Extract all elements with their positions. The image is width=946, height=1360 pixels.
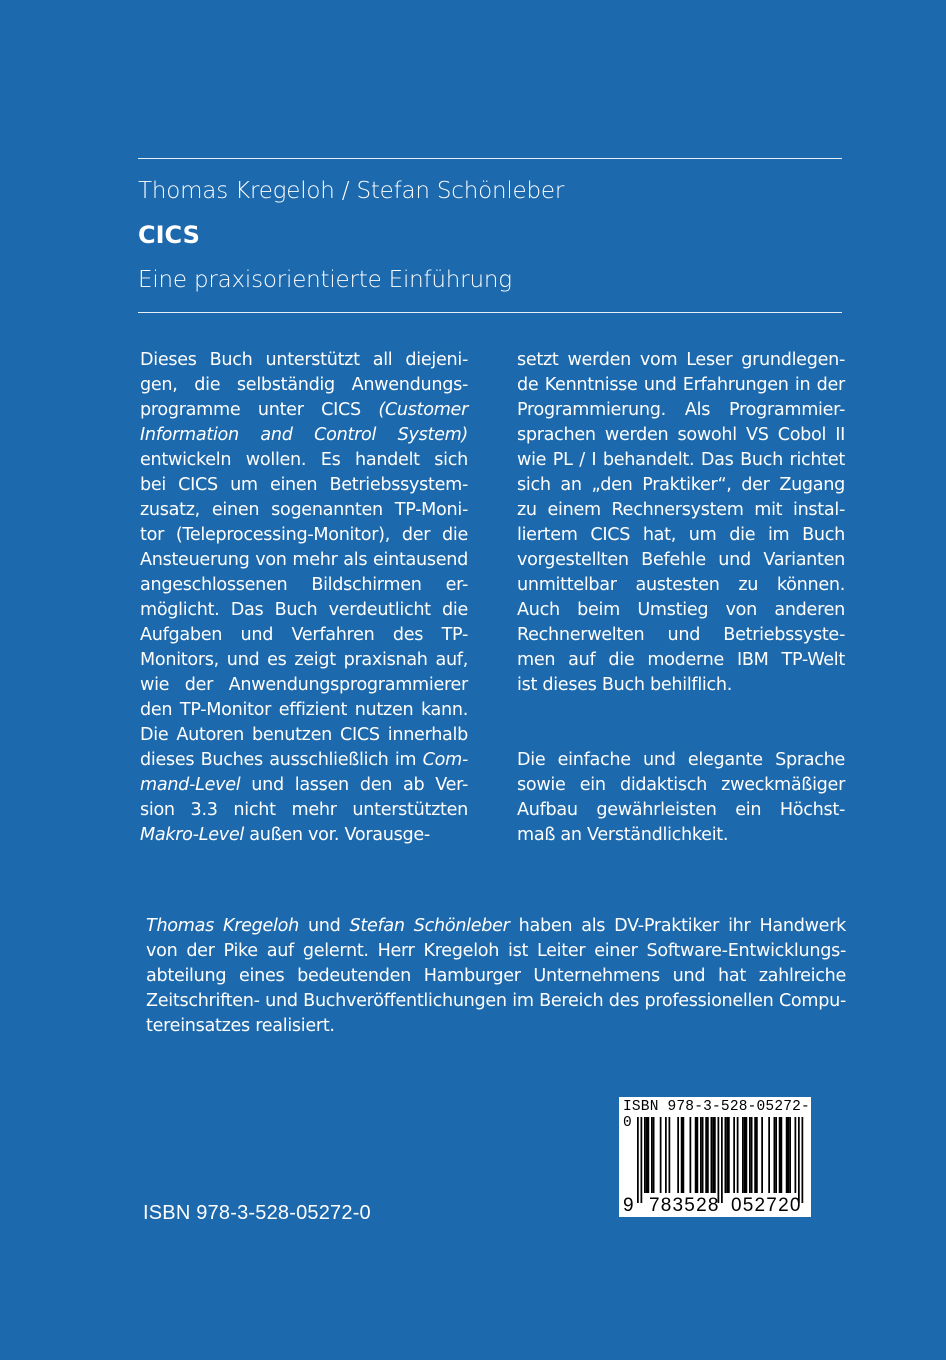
isbn-label: ISBN 978-3-528-05272-0 xyxy=(143,1202,371,1224)
barcode-isbn-text: ISBN 978-3-528-05272-0 xyxy=(623,1099,810,1131)
text-line xyxy=(140,348,468,373)
barcode-bar xyxy=(749,1117,751,1193)
barcode-bar xyxy=(718,1117,720,1203)
text-line xyxy=(140,523,468,548)
text-run: dieses Buches ausschließlich im xyxy=(140,750,423,770)
text-run: Rechnerwelten und Betriebssyste- xyxy=(517,625,845,645)
text-run: zu einem Rechnersystem mit instal- xyxy=(517,500,845,520)
barcode-bar xyxy=(774,1117,776,1193)
text-line xyxy=(517,823,845,848)
text-line xyxy=(517,398,845,423)
barcode-bar xyxy=(744,1117,746,1193)
barcode-bar xyxy=(788,1117,790,1193)
barcode-bar xyxy=(644,1117,646,1193)
text-line xyxy=(146,939,846,964)
barcode-bar xyxy=(700,1117,702,1193)
text-run: angeschlossenen Bildschirmen er- xyxy=(140,575,468,595)
text-line xyxy=(517,798,845,823)
text-run: Die einfache und elegante Sprache xyxy=(517,750,845,770)
barcode-bar xyxy=(775,1117,777,1193)
barcode-bar xyxy=(651,1117,653,1193)
text-line xyxy=(517,373,845,398)
barcode-right-digits: 052720 xyxy=(731,1195,802,1216)
text-run: Aufbau gewährleisten ein Höchst- xyxy=(517,800,845,820)
barcode-bar xyxy=(697,1117,699,1193)
barcode-bar xyxy=(756,1117,758,1193)
text-run: Ansteuerung von mehr als eintausend xyxy=(140,550,468,570)
barcode-bar xyxy=(737,1117,739,1193)
barcode-bar xyxy=(707,1117,709,1193)
text-run: möglicht. Das Buch verdeutlicht die xyxy=(140,600,468,620)
barcode-bar xyxy=(728,1117,730,1193)
text-line xyxy=(146,989,846,1014)
barcode-bar xyxy=(677,1117,679,1193)
barcode-bar xyxy=(795,1117,797,1193)
barcode-bar xyxy=(726,1117,728,1193)
text-line xyxy=(146,914,846,939)
text-run: außen vor. Vorausge- xyxy=(243,825,430,845)
text-run: und lassen den ab Ver- xyxy=(240,775,468,795)
text-run: entwickeln wollen. Es handelt sich xyxy=(140,450,468,470)
barcode-bar xyxy=(754,1117,756,1193)
text-run: abteilung eines bedeutenden Hamburger Unternehmens und hat zahlreiche xyxy=(146,966,846,986)
barcode-bar xyxy=(711,1117,713,1193)
paragraph-gap xyxy=(517,723,845,748)
text-line xyxy=(517,348,845,373)
barcode-bar xyxy=(789,1117,791,1193)
barcode-bar xyxy=(669,1117,671,1193)
barcode-bar xyxy=(665,1117,667,1193)
barcode-first-digit: 9 xyxy=(623,1195,634,1216)
text-run: Die Autoren benutzen CICS innerhalb xyxy=(140,725,468,745)
text-line xyxy=(517,423,845,448)
text-run: von der Pike auf gelernt. Herr Kregeloh ist Leiter einer Software-Entwicklungs- xyxy=(146,941,846,961)
description-left-column xyxy=(140,348,468,848)
top-rule xyxy=(138,158,842,159)
text-line xyxy=(517,523,845,548)
text-run: liertem CICS hat, um die im Buch xyxy=(517,525,845,545)
text-line xyxy=(140,648,468,673)
barcode-bar xyxy=(721,1117,723,1203)
barcode-bar xyxy=(653,1117,655,1193)
barcode-bar xyxy=(733,1117,735,1193)
text-line xyxy=(140,548,468,573)
barcode-bar xyxy=(779,1117,781,1193)
text-line xyxy=(146,1014,846,1039)
text-run: den TP-Monitor effizient nutzen kann. xyxy=(140,700,468,720)
text-run: ist dieses Buch behilflich. xyxy=(517,675,733,695)
text-line xyxy=(517,598,845,623)
text-run: tereinsatzes realisiert. xyxy=(146,1016,335,1036)
text-line xyxy=(140,498,468,523)
paragraph-gap xyxy=(517,698,845,723)
barcode-bar xyxy=(681,1117,683,1193)
text-run: und xyxy=(298,916,350,936)
text-run: gen, die selbständig Anwendungs- xyxy=(140,375,468,395)
text-line xyxy=(140,673,468,698)
text-run: Dieses Buch unterstützt all diejeni- xyxy=(140,350,468,370)
text-run: Auch beim Umstieg von anderen xyxy=(517,600,845,620)
author-bio xyxy=(146,914,846,1039)
description-right-column xyxy=(517,348,845,848)
text-line xyxy=(517,498,845,523)
text-line xyxy=(517,473,845,498)
text-run: Aufgaben und Verfahren des TP- xyxy=(140,625,468,645)
book-subtitle: Eine praxisorientierte Einführung xyxy=(138,267,512,293)
book-title: CICS xyxy=(138,221,200,249)
barcode-bar xyxy=(660,1117,662,1193)
barcode-bar xyxy=(648,1117,650,1193)
italic-run: Com- xyxy=(422,750,468,770)
text-run: sowie ein didaktisch zweckmäßiger xyxy=(517,775,845,795)
text-line xyxy=(140,798,468,823)
barcode-bar xyxy=(683,1117,685,1193)
text-run: haben als DV-Praktiker ihr Handwerk xyxy=(509,916,847,936)
barcode-bar xyxy=(742,1117,744,1193)
text-run: zusatz, einen sogenannten TP-Moni- xyxy=(140,500,468,520)
text-line xyxy=(517,773,845,798)
barcode-bar xyxy=(746,1117,748,1193)
barcode-bar xyxy=(768,1117,770,1193)
barcode-bar xyxy=(725,1117,727,1193)
barcode-bar xyxy=(781,1117,783,1193)
text-line xyxy=(140,398,468,423)
italic-run: Thomas Kregeloh xyxy=(146,916,299,936)
barcode-bar xyxy=(646,1117,648,1193)
text-run: programme unter CICS xyxy=(140,400,379,420)
italic-run: Stefan Schönleber xyxy=(349,916,510,936)
italic-run: (Customer xyxy=(378,400,468,420)
text-line xyxy=(517,673,845,698)
text-line xyxy=(140,823,468,848)
text-line xyxy=(140,598,468,623)
text-line xyxy=(517,448,845,473)
text-line xyxy=(140,423,468,448)
text-line xyxy=(140,623,468,648)
text-run: Programmierung. Als Programmier- xyxy=(517,400,845,420)
text-line xyxy=(140,448,468,473)
text-line xyxy=(140,573,468,598)
text-run: Zeitschriften- und Buchveröffentlichungen im Bereich des professionellen Compu- xyxy=(146,991,846,1011)
barcode-bar xyxy=(802,1117,804,1203)
italic-run: Makro-Level xyxy=(140,825,244,845)
text-run: unmittelbar austesten zu können. xyxy=(517,575,845,595)
barcode-bar xyxy=(798,1117,800,1203)
text-line xyxy=(140,473,468,498)
text-run: maß an Verständlichkeit. xyxy=(517,825,729,845)
barcode-bar xyxy=(690,1117,692,1193)
barcode-bar xyxy=(695,1117,697,1193)
text-run: wie PL / I behandelt. Das Buch richtet xyxy=(517,450,845,470)
text-run: sich an „den Praktiker“, der Zugang xyxy=(517,475,845,495)
text-line xyxy=(517,548,845,573)
text-run: tor (Teleprocessing-Monitor), der die xyxy=(140,525,468,545)
text-run: wie der Anwendungsprogrammierer xyxy=(140,675,468,695)
barcode-left-digits: 783528 xyxy=(649,1195,720,1216)
text-line xyxy=(140,723,468,748)
text-line xyxy=(517,573,845,598)
barcode-bar xyxy=(705,1117,707,1193)
italic-run: Information and Control System) xyxy=(140,425,468,445)
authors: Thomas Kregeloh / Stefan Schönleber xyxy=(138,178,565,204)
barcode-bar xyxy=(637,1117,639,1203)
isbn-barcode xyxy=(619,1097,811,1217)
text-run: vorgestellten Befehle und Varianten xyxy=(517,550,845,570)
text-line xyxy=(140,773,468,798)
text-run: setzt werden vom Leser grundlegen- xyxy=(517,350,845,370)
text-line xyxy=(140,373,468,398)
text-line xyxy=(517,748,845,773)
barcode-bar xyxy=(712,1117,714,1193)
text-line xyxy=(140,748,468,773)
text-line xyxy=(140,698,468,723)
barcode-bar xyxy=(786,1117,788,1193)
italic-run: mand-Level xyxy=(140,775,241,795)
text-run: sprachen werden sowohl VS Cobol II xyxy=(517,425,845,445)
text-run: men auf die moderne IBM TP-Welt xyxy=(517,650,845,670)
bottom-rule xyxy=(138,312,842,313)
text-run: Monitors, und es zeigt praxisnah auf, xyxy=(140,650,468,670)
barcode-bar xyxy=(641,1117,643,1203)
text-run: de Kenntnisse und Erfahrungen in der xyxy=(517,375,845,395)
barcode-bar xyxy=(761,1117,763,1193)
barcode-bar xyxy=(702,1117,704,1193)
barcode-bar xyxy=(751,1117,753,1193)
text-line xyxy=(517,648,845,673)
text-line xyxy=(517,623,845,648)
barcode-bar xyxy=(714,1117,716,1193)
text-run: sion 3.3 nicht mehr unterstützten xyxy=(140,800,468,820)
text-line xyxy=(146,964,846,989)
text-run: bei CICS um einen Betriebssystem- xyxy=(140,475,468,495)
